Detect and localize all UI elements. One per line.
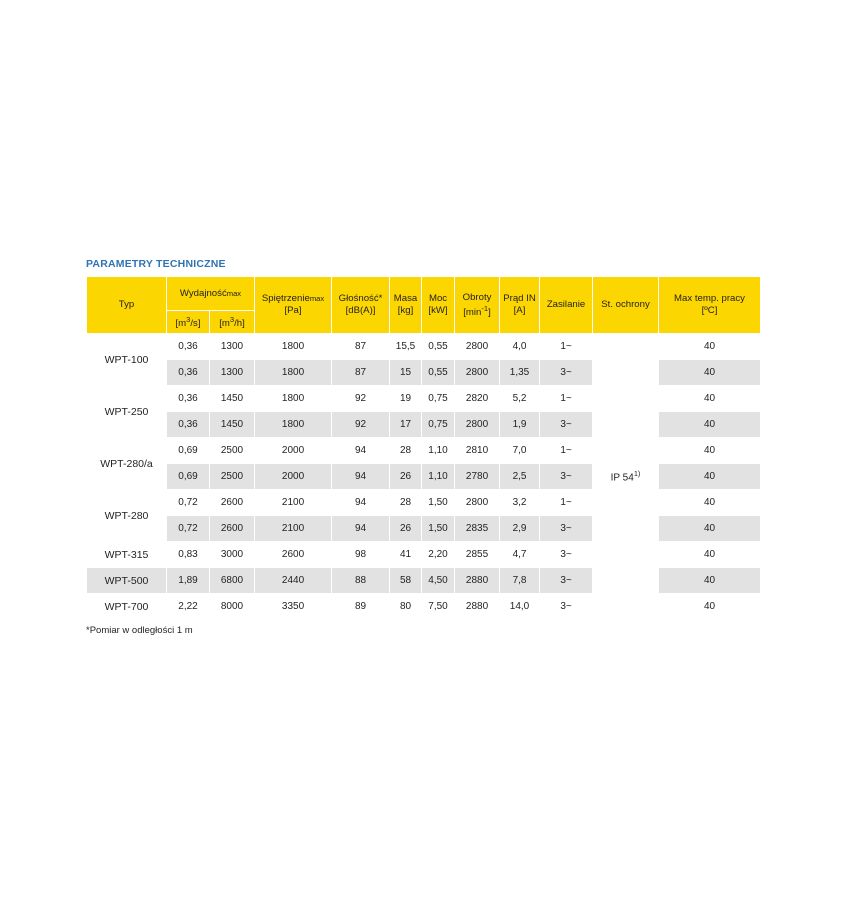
cell-noise: 87: [332, 360, 390, 386]
cell-mass: 41: [390, 542, 422, 568]
cell-current: 1,35: [500, 360, 540, 386]
cell-power: 2,20: [422, 542, 455, 568]
cell-rpm: 2800: [455, 412, 500, 438]
table-row: [87, 412, 761, 438]
cell-mass: 28: [390, 438, 422, 464]
cell-noise: 94: [332, 464, 390, 490]
cell-rpm: 2835: [455, 516, 500, 542]
table-row: [87, 334, 761, 360]
cell-capacity-m3s: 0,72: [167, 490, 210, 516]
cell-pressure: 2600: [255, 542, 332, 568]
row-type-label: WPT-280/a: [87, 438, 167, 490]
column-header-mass-label: Masa: [393, 293, 418, 305]
cell-mass: 19: [390, 386, 422, 412]
cell-capacity-m3h: 2500: [210, 464, 255, 490]
cell-pressure: 1800: [255, 360, 332, 386]
cell-capacity-m3s: 1,89: [167, 568, 210, 594]
cell-current: 14,0: [500, 594, 540, 620]
column-header-capacity-unit-s: $[m^3/s]$: [167, 311, 210, 334]
cell-capacity-m3s: 0,83: [167, 542, 210, 568]
cell-power: 0,55: [422, 334, 455, 360]
table-row: [87, 516, 761, 542]
table-row: [87, 464, 761, 490]
column-header-capacity-subscript: max: [226, 288, 242, 298]
page-title: PARAMETRY TECHNICZNE: [86, 258, 226, 270]
cell-capacity-m3s: 0,36: [167, 412, 210, 438]
cell-power: 1,50: [422, 516, 455, 542]
table-row: [87, 386, 761, 412]
cell-power: 7,50: [422, 594, 455, 620]
cell-supply: 3~: [540, 464, 593, 490]
column-header-capacity-label: Wydajność: [179, 287, 227, 299]
column-header-power: [422, 277, 455, 334]
cell-noise: 94: [332, 490, 390, 516]
cell-capacity-m3s: 0,36: [167, 360, 210, 386]
cell-max-temp: 40: [659, 438, 761, 464]
cell-max-temp: 40: [659, 594, 761, 620]
column-header-rpm: [455, 277, 500, 334]
column-header-max-temp-unit: [ºC]: [701, 305, 718, 316]
row-type-label: WPT-700: [87, 594, 167, 620]
cell-mass: 80: [390, 594, 422, 620]
protection-value: IP 54: [610, 472, 634, 484]
cell-power: 0,55: [422, 360, 455, 386]
cell-mass: 17: [390, 412, 422, 438]
cell-capacity-m3h: 1300: [210, 334, 255, 360]
column-header-rpm-unit: $[\min^{-1}]$: [463, 303, 491, 318]
column-header-noise: [332, 277, 390, 334]
cell-capacity-m3h: 2600: [210, 516, 255, 542]
cell-pressure: 2100: [255, 490, 332, 516]
cell-supply: 3~: [540, 542, 593, 568]
cell-pressure: 2000: [255, 438, 332, 464]
cell-capacity-m3h: 2500: [210, 438, 255, 464]
cell-supply: 1~: [540, 334, 593, 360]
table-row: [87, 542, 761, 568]
cell-mass: 26: [390, 464, 422, 490]
table-row: [87, 360, 761, 386]
column-header-pressure: [255, 277, 332, 334]
cell-current: 4,0: [500, 334, 540, 360]
cell-rpm: 2800: [455, 334, 500, 360]
table-header-row-top: [87, 277, 761, 311]
row-type-label: WPT-500: [87, 568, 167, 594]
table-header: [87, 277, 761, 334]
cell-noise: 98: [332, 542, 390, 568]
cell-max-temp: 40: [659, 464, 761, 490]
cell-max-temp: 40: [659, 490, 761, 516]
cell-max-temp: 40: [659, 360, 761, 386]
cell-rpm: 2800: [455, 490, 500, 516]
cell-mass: 28: [390, 490, 422, 516]
cell-noise: 94: [332, 438, 390, 464]
table-row: [87, 438, 761, 464]
cell-power: 1,10: [422, 438, 455, 464]
column-header-current-unit: [A]: [513, 305, 526, 316]
cell-rpm: 2855: [455, 542, 500, 568]
cell-supply: 3~: [540, 412, 593, 438]
cell-noise: 88: [332, 568, 390, 594]
cell-mass: 15: [390, 360, 422, 386]
cell-supply: 1~: [540, 438, 593, 464]
cell-max-temp: 40: [659, 334, 761, 360]
column-header-current: [500, 277, 540, 334]
cell-rpm: 2810: [455, 438, 500, 464]
column-header-max-temp: [659, 277, 761, 334]
row-type-label: WPT-100: [87, 334, 167, 386]
cell-rpm: 2780: [455, 464, 500, 490]
row-type-label: WPT-315: [87, 542, 167, 568]
cell-capacity-m3h: 2600: [210, 490, 255, 516]
cell-max-temp: 40: [659, 412, 761, 438]
column-header-pressure-subscript: max: [309, 294, 325, 304]
cell-pressure: 2000: [255, 464, 332, 490]
column-header-capacity: [167, 277, 255, 311]
column-header-power-unit: [kW]: [428, 305, 448, 316]
cell-capacity-m3s: 0,36: [167, 334, 210, 360]
cell-capacity-m3h: 1300: [210, 360, 255, 386]
cell-power: 1,50: [422, 490, 455, 516]
cell-capacity-m3s: 0,69: [167, 464, 210, 490]
cell-noise: 92: [332, 386, 390, 412]
cell-supply: 1~: [540, 490, 593, 516]
cell-supply: 3~: [540, 360, 593, 386]
cell-rpm: 2820: [455, 386, 500, 412]
table-row: [87, 490, 761, 516]
cell-noise: 87: [332, 334, 390, 360]
cell-power: 4,50: [422, 568, 455, 594]
cell-rpm: 2880: [455, 568, 500, 594]
column-header-mass: [390, 277, 422, 334]
cell-capacity-m3h: 3000: [210, 542, 255, 568]
cell-pressure: 1800: [255, 412, 332, 438]
technical-parameters-sheet: [86, 258, 760, 636]
table-row: [87, 594, 761, 620]
cell-capacity-m3s: 0,72: [167, 516, 210, 542]
cell-pressure: 2100: [255, 516, 332, 542]
column-header-rpm-label: Obroty: [462, 291, 492, 303]
column-header-max-temp-label: Max temp. pracy: [674, 293, 745, 305]
column-header-power-label: Moc: [428, 293, 448, 305]
cell-pressure: 1800: [255, 334, 332, 360]
cell-current: 7,0: [500, 438, 540, 464]
column-header-protection: St. ochrony: [593, 277, 659, 334]
table-footnote: *Pomiar w odległości 1 m: [86, 625, 193, 636]
cell-capacity-m3h: 1450: [210, 386, 255, 412]
cell-noise: 94: [332, 516, 390, 542]
cell-capacity-m3s: 2,22: [167, 594, 210, 620]
cell-supply: 3~: [540, 516, 593, 542]
cell-capacity-m3h: 1450: [210, 412, 255, 438]
technical-parameters-table: [86, 276, 761, 620]
column-header-pressure-unit: [Pa]: [284, 305, 302, 316]
cell-max-temp: 40: [659, 568, 761, 594]
cell-rpm: 2880: [455, 594, 500, 620]
column-header-noise-unit: [dB(A)]: [345, 305, 376, 316]
cell-rpm: 2800: [455, 360, 500, 386]
cell-max-temp: 40: [659, 386, 761, 412]
row-type-label: WPT-280: [87, 490, 167, 542]
cell-noise: 92: [332, 412, 390, 438]
cell-max-temp: 40: [659, 516, 761, 542]
cell-supply: 3~: [540, 594, 593, 620]
column-header-type: Typ: [87, 277, 167, 334]
cell-current: 5,2: [500, 386, 540, 412]
cell-current: 1,9: [500, 412, 540, 438]
table-body: [87, 334, 761, 620]
column-header-mass-unit: [kg]: [397, 305, 414, 316]
cell-current: 2,9: [500, 516, 540, 542]
cell-supply: 1~: [540, 386, 593, 412]
cell-pressure: 1800: [255, 386, 332, 412]
cell-current: 3,2: [500, 490, 540, 516]
cell-current: 7,8: [500, 568, 540, 594]
protection-footnote-marker: 1): [633, 469, 641, 479]
cell-capacity-m3h: 6800: [210, 568, 255, 594]
table-row: [87, 568, 761, 594]
cell-protection-class: [593, 334, 659, 620]
column-header-pressure-label: Spiętrzenie: [261, 293, 310, 305]
cell-current: 4,7: [500, 542, 540, 568]
column-header-supply: Zasilanie: [540, 277, 593, 334]
column-header-capacity-unit-h: $[m^3/h]$: [210, 311, 255, 334]
cell-capacity-m3h: 8000: [210, 594, 255, 620]
cell-max-temp: 40: [659, 542, 761, 568]
cell-power: 0,75: [422, 386, 455, 412]
cell-mass: 26: [390, 516, 422, 542]
cell-power: 1,10: [422, 464, 455, 490]
cell-capacity-m3s: 0,36: [167, 386, 210, 412]
cell-mass: 58: [390, 568, 422, 594]
cell-capacity-m3s: 0,69: [167, 438, 210, 464]
column-header-noise-label: Głośność*: [338, 293, 383, 305]
cell-power: 0,75: [422, 412, 455, 438]
cell-mass: 15,5: [390, 334, 422, 360]
cell-pressure: 3350: [255, 594, 332, 620]
cell-pressure: 2440: [255, 568, 332, 594]
row-type-label: WPT-250: [87, 386, 167, 438]
cell-current: 2,5: [500, 464, 540, 490]
cell-noise: 89: [332, 594, 390, 620]
column-header-current-label: Prąd IN: [503, 293, 536, 305]
cell-supply: 3~: [540, 568, 593, 594]
